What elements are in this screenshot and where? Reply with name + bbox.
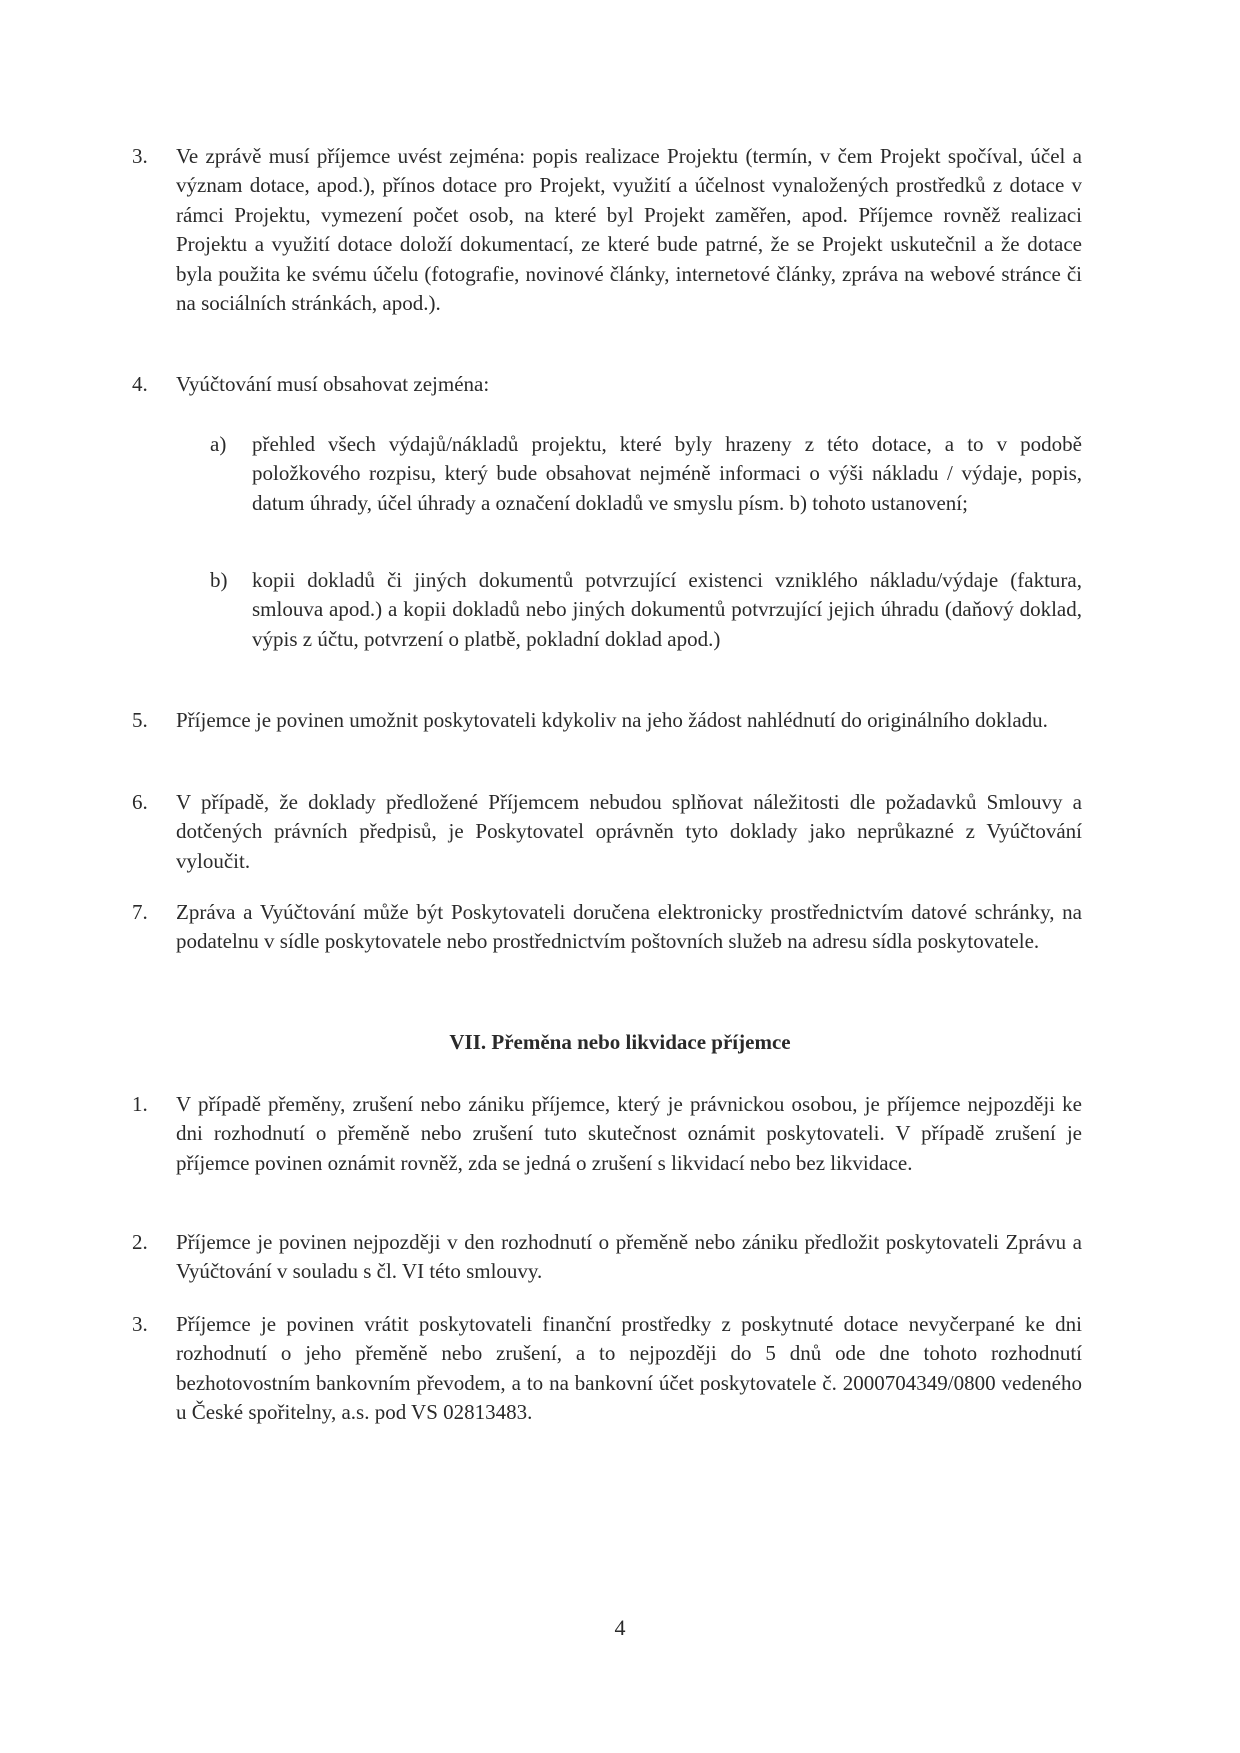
subclause-text: kopii dokladů či jiných dokumentů potvrzující existenci vzniklého nákladu/výdaje (faktura, smlouva apod.) a kopii dokladů nebo jiných dokumentů potvrzující jejich úhradu (daňový doklad, výpis z účtu, potvrzení o platbě, pokladní doklad apod.): [252, 568, 1082, 651]
clause-number: 1.: [132, 1092, 148, 1116]
clause-text: Příjemce je povinen nejpozději v den rozhodnutí o přeměně nebo zániku předložit poskytovateli Zprávu a Vyúčtování v souladu s čl. VI této smlouvy.: [176, 1230, 1082, 1284]
clause-text: V případě přeměny, zrušení nebo zániku příjemce, který je právnickou osobou, je příjemce nejpozději ke dni rozhodnutí o přeměně nebo zrušení tuto skutečnost oznámit poskytovateli. V případě zrušení je příjemce povinen oznámit rovněž, zda se jedná o zrušení s likvidací nebo bez likvidace.: [176, 1092, 1082, 1175]
clause-number: 4.: [132, 372, 148, 396]
clause-number: 3.: [132, 144, 148, 168]
clause-text: Ve zprávě musí příjemce uvést zejména: popis realizace Projektu (termín, v čem Projekt spočíval, účel a význam dotace, apod.), přínos dotace pro Projekt, využití a účelnost vynaložených prostředků z dotace v rámci Projektu, vymezení počet osob, na které byl Projekt zaměřen, apod. Příjemce rovněž realizaci Projektu a využití dotace doloží dokumentací, ze které bude patrné, že se Projekt uskutečnil a že dotace byla použita ke svému účelu (fotografie, novinové články, internetové články, zpráva na webové stránce či na sociálních stránkách, apod.).: [176, 144, 1082, 316]
clause-number: 5.: [132, 708, 148, 732]
clause-number: 2.: [132, 1230, 148, 1254]
clause-text: Zpráva a Vyúčtování může být Poskytovateli doručena elektronicky prostřednictvím datové schránky, na podatelnu v sídle poskytovatele nebo prostřednictvím poštovních služeb na adresu sídla poskytovatele.: [176, 900, 1082, 954]
clause-text: Příjemce je povinen umožnit poskytovateli kdykoliv na jeho žádost nahlédnutí do originálního dokladu.: [176, 708, 1048, 732]
clause-number: 7.: [132, 900, 148, 924]
clause-number: 3.: [132, 1312, 148, 1336]
clause-text: V případě, že doklady předložené Příjemcem nebudou splňovat náležitosti dle požadavků Smlouvy a dotčených právních předpisů, je Poskytovatel oprávněn tyto doklady jako neprůkazné z Vyúčtování vyloučit.: [176, 790, 1082, 873]
section-heading: VII. Přeměna nebo likvidace příjemce: [449, 1030, 791, 1054]
page-number: 4: [614, 1615, 626, 1640]
clause-number: 6.: [132, 790, 148, 814]
subclause-letter: a): [210, 432, 227, 456]
subclause-text: přehled všech výdajů/nákladů projektu, které byly hrazeny z této dotace, a to v podobě položkového rozpisu, který bude obsahovat nejméně informaci o výši nákladu / výdaje, popis, datum úhrady, účel úhrady a označení dokladů ve smyslu písm. b) tohoto ustanovení;: [252, 432, 1082, 515]
clause-text: Příjemce je povinen vrátit poskytovateli finanční prostředky z poskytnuté dotace nevyčerpané ke dni rozhodnutí o jeho přeměně nebo zrušení, a to nejpozději do 5 dnů ode dne tohoto rozhodnutí bezhotovostním bankovním převodem, a to na bankovní účet poskytovatele č. 2000704349/0800 vedeného u České spořitelny, a.s. pod VS 02813483.: [176, 1312, 1082, 1425]
clause-text: Vyúčtování musí obsahovat zejména:: [176, 372, 490, 396]
subclause-letter: b): [210, 568, 228, 592]
